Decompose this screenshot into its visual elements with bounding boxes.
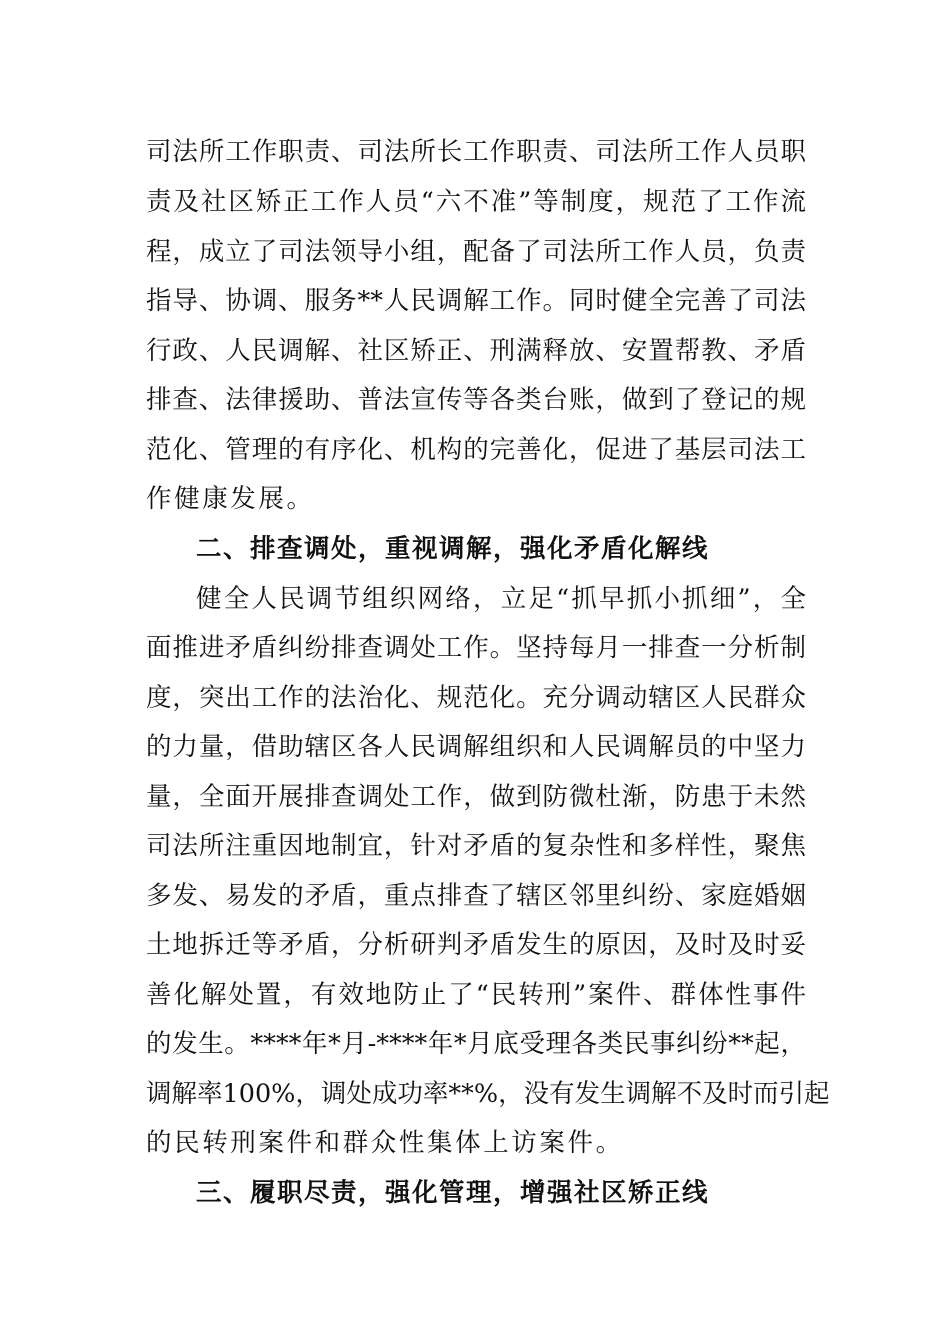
paragraph-1-line-7: 范化、管理的有序化、机构的完善化，促进了基层司法工 <box>146 435 806 465</box>
paragraph-1-line-2: 责及社区矫正工作人员“六不准”等制度，规范了工作流 <box>146 187 806 217</box>
paragraph-2-line-8: 土地拆迁等矛盾，分析研判矛盾发生的原因，及时及时妥 <box>146 930 806 960</box>
paragraph-2-line-12: 的民转刑案件和群众性集体上访案件。 <box>146 1128 624 1158</box>
paragraph-2-line-3: 度，突出工作的法治化、规范化。充分调动辖区人民群众 <box>146 683 806 713</box>
paragraph-2-line-10: 的发生。****年*月-****年*月底受理各类民事纠纷**起， <box>146 1029 806 1059</box>
paragraph-1-line-1: 司法所工作职责、司法所长工作职责、司法所工作人员职 <box>146 137 806 167</box>
paragraph-1-line-3: 程，成立了司法领导小组，配备了司法所工作人员，负责 <box>146 237 806 267</box>
paragraph-2-line-2: 面推进矛盾纠纷排查调处工作。坚持每月一排查一分析制 <box>146 633 806 663</box>
paragraph-2-line-7: 多发、易发的矛盾，重点排查了辖区邻里纠纷、家庭婚姻 <box>146 881 806 911</box>
paragraph-1-line-6: 排查、法律援助、普法宣传等各类台账，做到了登记的规 <box>146 385 806 415</box>
section-heading-3: 三、履职尽责，强化管理，增强社区矫正线 <box>196 1178 710 1208</box>
paragraph-2-line-5: 量，全面开展排查调处工作，做到防微杜渐，防患于未然 <box>146 782 806 812</box>
paragraph-2-line-9: 善化解处置，有效地防止了“民转刑”案件、群体性事件 <box>146 980 806 1010</box>
paragraph-2-line-4: 的力量，借助辖区各人民调解组织和人民调解员的中坚力 <box>146 732 806 762</box>
paragraph-2-line-6: 司法所注重因地制宜，针对矛盾的复杂性和多样性，聚焦 <box>146 831 806 861</box>
paragraph-2-line-1: 健全人民调节组织网络，立足“抓早抓小抓细”，全 <box>196 584 806 614</box>
section-heading-2: 二、排查调处，重视调解，强化矛盾化解线 <box>196 534 710 564</box>
paragraph-1-line-8: 作健康发展。 <box>146 484 315 514</box>
paragraph-2-line-11: 调解率100%，调处成功率**%，没有发生调解不及时而引起 <box>146 1079 830 1109</box>
paragraph-1-line-4: 指导、协调、服务**人民调解工作。同时健全完善了司法 <box>146 286 806 316</box>
paragraph-1-line-5: 行政、人民调解、社区矫正、刑满释放、安置帮教、矛盾 <box>146 336 806 366</box>
